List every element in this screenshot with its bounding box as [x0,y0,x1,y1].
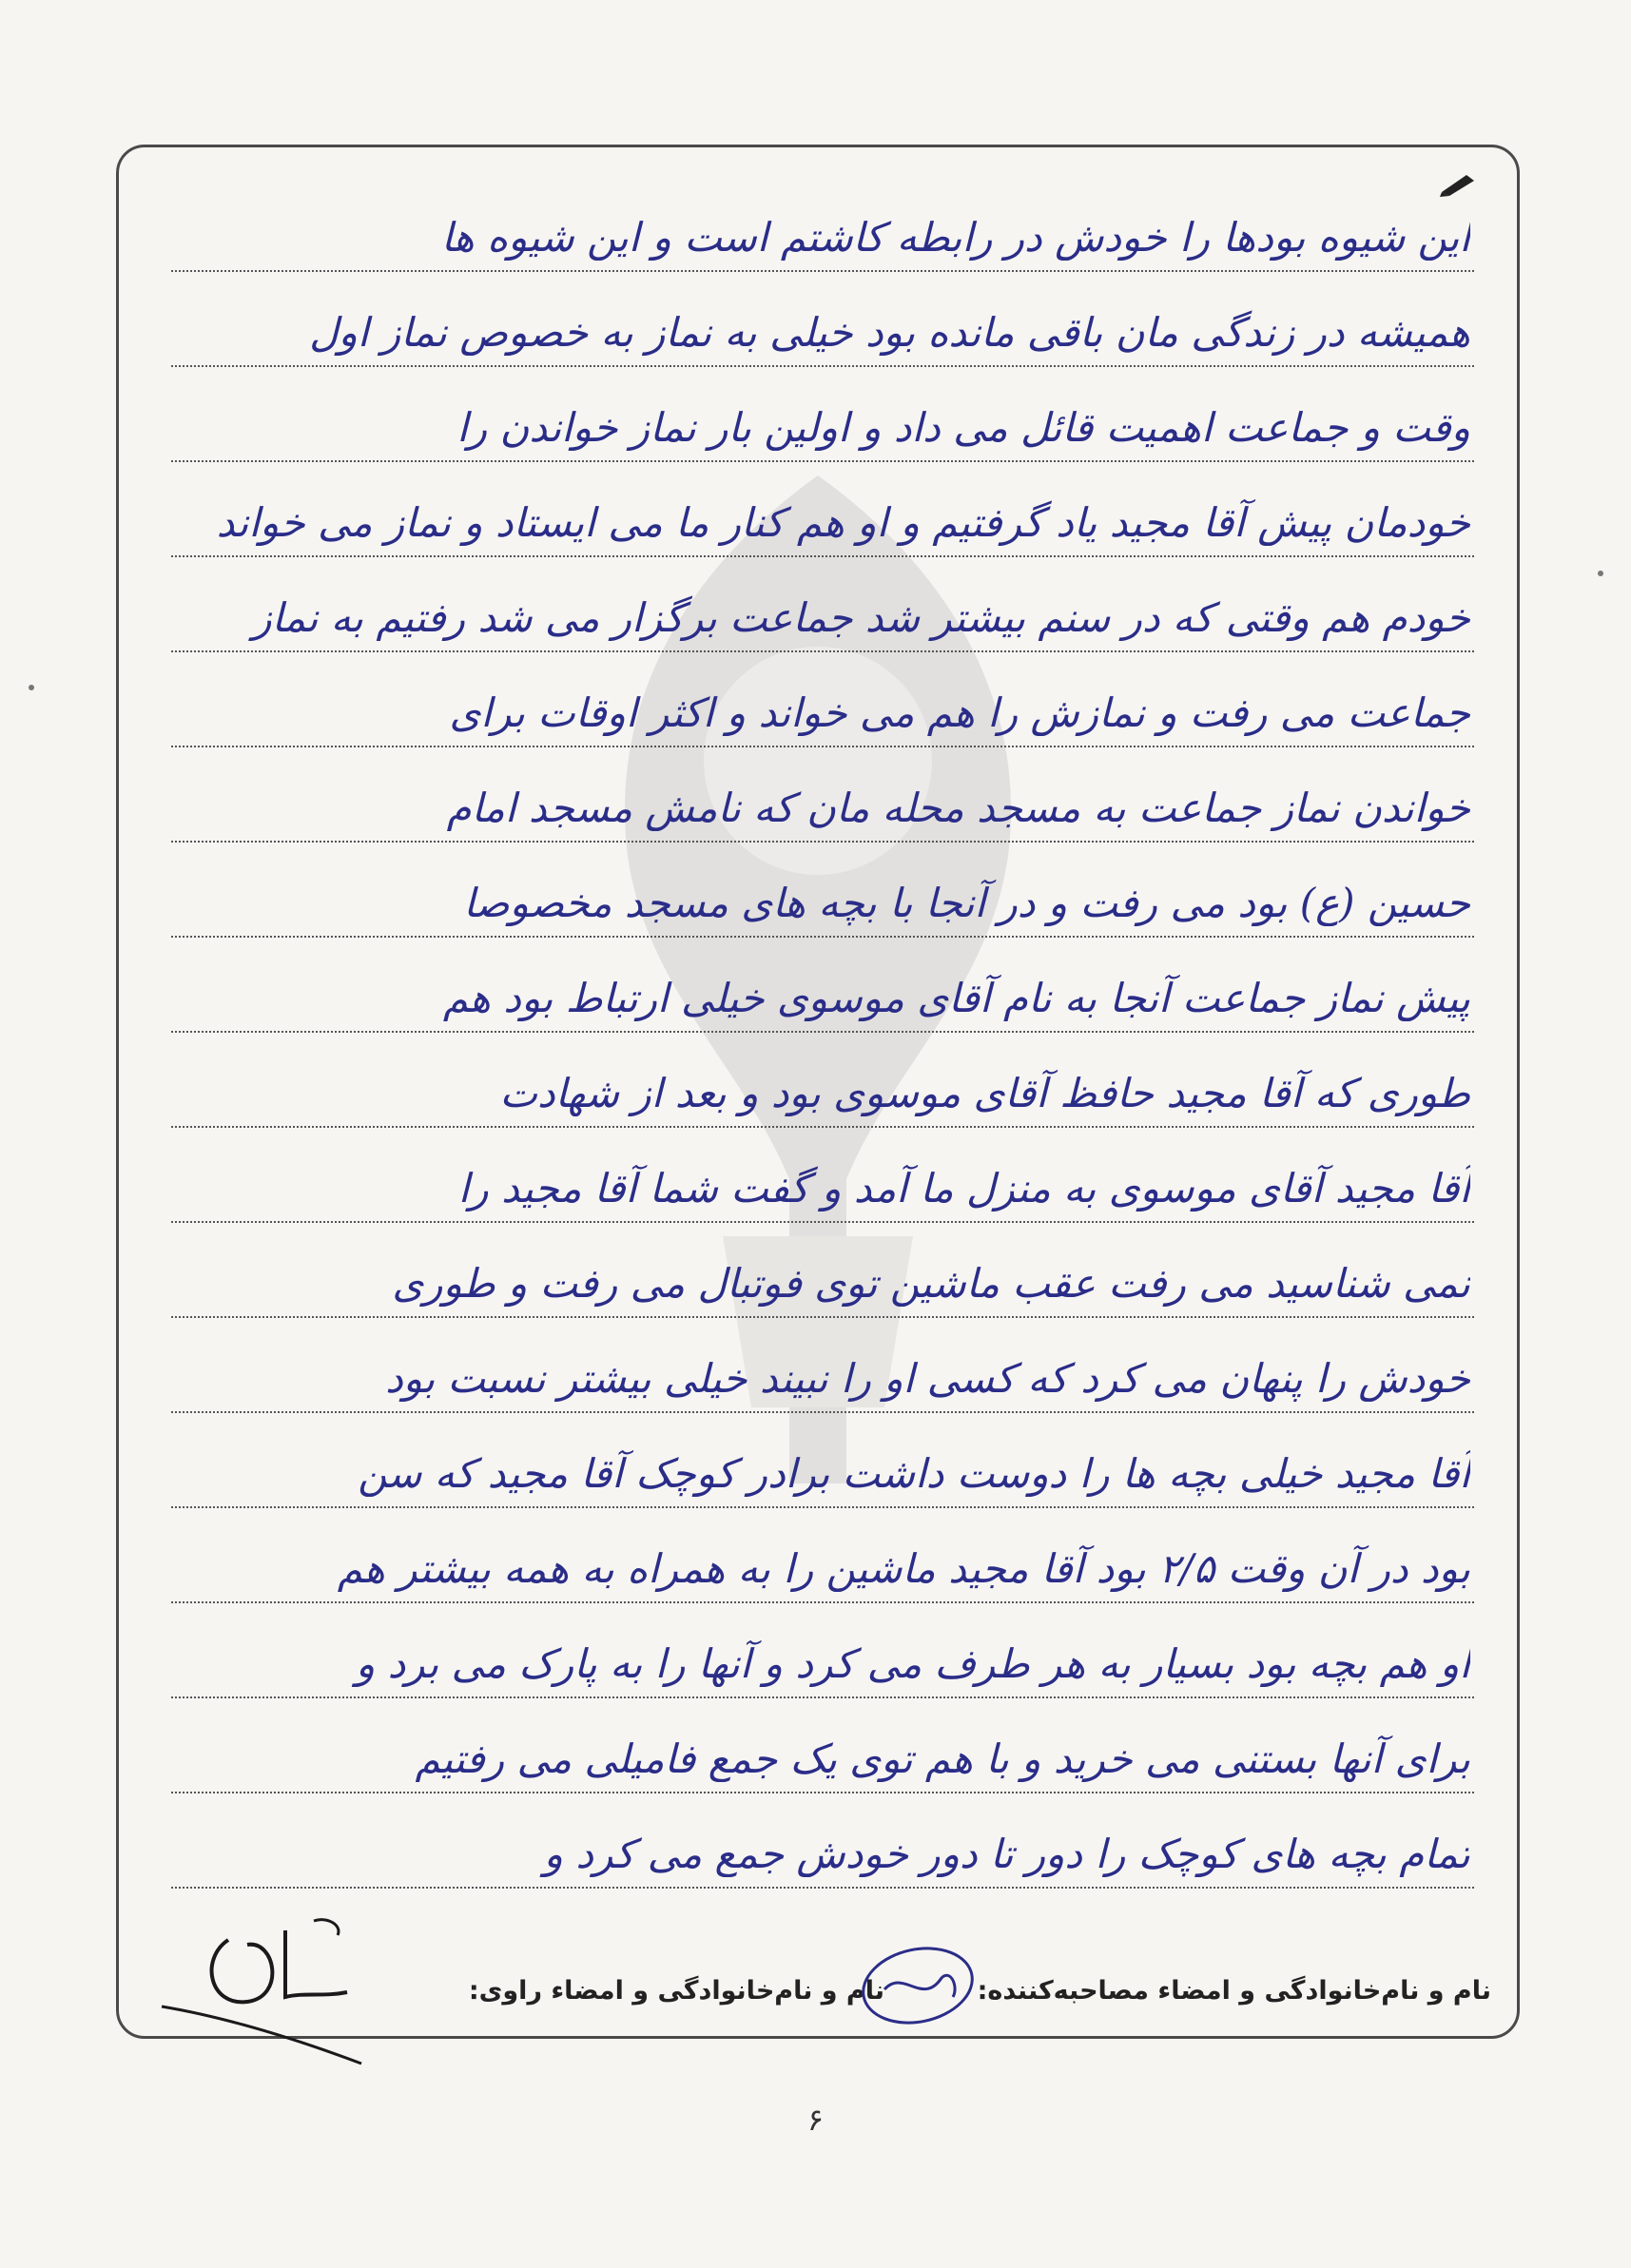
handwritten-line-12 [171,1227,1474,1318]
line-text: آقا مجید خیلی بچه ها را دوست داشت برادر کوچک آقا مجید که سن [358,1450,1470,1497]
handwritten-line-8 [171,846,1474,938]
line-text: خودم هم وقتی که در سنم بیشتر شد جماعت برگزار می شد رفتیم به نماز [252,594,1470,641]
handwritten-line-15 [171,1512,1474,1603]
line-text: این شیوه بودها را خودش در رابطه کاشتم است و این شیوه ها [440,214,1470,261]
handwritten-line-9 [171,941,1474,1033]
line-text: خودش را پنهان می کرد که کسی او را نبیند خیلی بیشتر نسبت بود [385,1355,1470,1402]
handwritten-line-17 [171,1702,1474,1793]
handwritten-line-3 [171,371,1474,462]
line-text: وقت و جماعت اهمیت قائل می داد و اولین بار نماز خواندن را [456,404,1470,451]
line-text: حسین (ع) بود می رفت و در آنجا با بچه های مسجد مخصوصا [463,880,1470,926]
handwritten-line-11 [171,1132,1474,1223]
line-text: برای آنها بستنی می خرید و با هم توی یک جمع فامیلی می رفتیم [415,1735,1470,1782]
handwritten-line-16 [171,1607,1474,1698]
line-text: همیشه در زندگی مان باقی مانده بود خیلی به نماز به خصوص نماز اول [309,309,1470,356]
handwritten-line-18 [171,1797,1474,1889]
interviewer-signature [846,1930,989,2035]
line-text: او هم بچه بود بسیار به هر طرف می کرد و آنها را به پارک می برد و [355,1640,1470,1687]
line-text: پیش نماز جماعت آنجا به نام آقای موسوی خیلی ارتباط بود هم [442,975,1470,1021]
margin-dot [29,685,34,690]
line-text: خودمان پیش آقا مجید یاد گرفتیم و او هم کنار ما می ایستاد و نماز می خواند [216,499,1470,546]
handwritten-line-2 [171,276,1474,367]
narrator-signature [143,1902,390,2083]
line-text: خواندن نماز جماعت به مسجد محله مان که نامش مسجد امام [446,785,1470,831]
handwritten-line-4 [171,466,1474,557]
interviewer-label: نام و نام‌خانوادگی و امضاء مصاحبه‌کننده: [977,1976,1491,2006]
handwritten-line-13 [171,1322,1474,1413]
handwritten-line-10 [171,1037,1474,1128]
handwritten-line-5 [171,561,1474,652]
line-text: بود در آن وقت ۲/۵ بود آقا مجید ماشین را به همراه به همه بیشتر هم [337,1545,1470,1592]
page-number: ۶ [806,2102,825,2138]
margin-dot [1598,571,1603,576]
handwritten-line-6 [171,656,1474,747]
handwritten-line-1 [171,181,1474,272]
line-text: آقا مجید آقای موسوی به منزل ما آمد و گفت شما آقا مجید را [457,1165,1470,1212]
handwritten-body [171,181,1474,1949]
line-text: نمی شناسید می رفت عقب ماشین توی فوتبال می رفت و طوری [392,1260,1470,1307]
handwritten-line-7 [171,751,1474,843]
line-text: تمام بچه های کوچک را دور تا دور خودش جمع می کرد و [543,1831,1470,1877]
line-text: جماعت می رفت و نمازش را هم می خواند و اکثر اوقات برای [449,689,1470,736]
line-text: طوری که آقا مجید حافظ آقای موسوی بود و بعد از شهادت [499,1070,1470,1116]
narrator-label: نام و نام‌خانوادگی و امضاء راوی: [468,1976,884,2006]
handwritten-line-14 [171,1417,1474,1508]
